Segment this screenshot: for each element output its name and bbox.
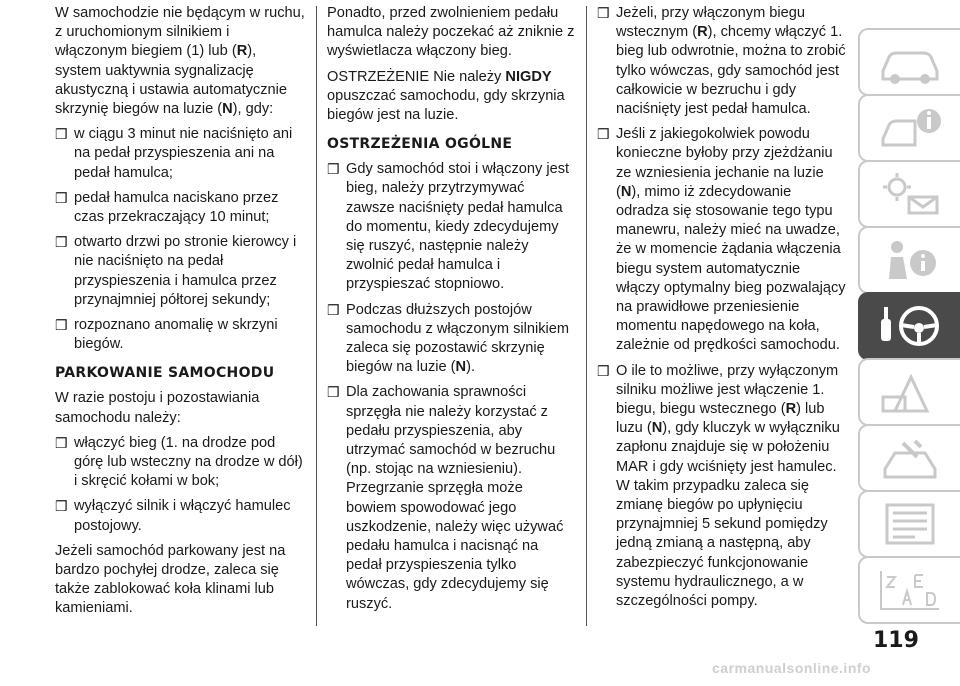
list-item: ❒ rozpoznano anomalię w skrzyni biegów. <box>55 317 278 353</box>
list-item: ❒ włączyć bieg (1. na drodze pod górę lub wsteczny na drodze w dół) i skręcić kołami w bok; <box>55 434 303 490</box>
column-left <box>55 4 305 625</box>
breakdown-warning-icon <box>875 367 945 417</box>
column-divider <box>316 6 317 626</box>
tab-maintenance[interactable] <box>858 424 960 492</box>
airbag-seatbelt-icon <box>875 235 945 285</box>
section-heading: PARKOWANIE SAMOCHODU <box>55 365 275 382</box>
column-middle <box>327 4 577 620</box>
tab-car-info[interactable] <box>858 28 960 96</box>
tab-technical-data[interactable] <box>858 490 960 558</box>
steering-wheel-key-icon <box>875 301 945 351</box>
tab-safety[interactable] <box>858 226 960 294</box>
list-item: ❒ Dla zachowania sprawności sprzęgła nie należy korzystać z pedału przyspieszenia, aby utrzymać samochód w bezruchu (np. stojąc na wzniesieniu). Przegrzanie sprzęgła może bowiem spowodować jego uszkodzenie, należy więc używać pedału hamulca i nacisnąć na pedał przyspieszenia tylko wówczas, gdy zdecydujemy się ruszyć. <box>327 384 564 612</box>
column-right <box>597 4 847 617</box>
tab-emergency[interactable] <box>858 358 960 426</box>
maintenance-icon <box>875 433 945 483</box>
list-item: ❒ Jeżeli, przy włączonym biegu wstecznym (R), chcemy włączyć 1. bieg lub odwrotnie, można to zrobić tylko wówczas, gdy samochód jest całkowicie w bezruchu i gdy naciśnięty jest pedał hamulca. <box>597 5 846 118</box>
warning-lights-icon <box>875 169 945 219</box>
parking-intro: W razie postoju i pozostawiania samochodu należy: <box>55 390 260 426</box>
tab-index[interactable] <box>858 556 960 624</box>
outro-paragraph: Jeżeli samochód parkowany jest na bardzo pochyłej drodze, zaleca się także zablokować koła klinami lub kamieniami. <box>55 542 286 617</box>
column-divider <box>586 6 587 626</box>
paragraph: Ponadto, przed zwolnieniem pedału hamulca należy poczekać aż zniknie z wyświetlacza włączony bieg. <box>327 5 575 60</box>
list-item: ❒ w ciągu 3 minut nie naciśnięto ani na pedał przyspieszenia ani na pedał hamulca; <box>55 126 293 181</box>
watermark: carmanualsonline.info <box>712 660 872 676</box>
list-item: ❒ wyłączyć silnik i włączyć hamulec postojowy. <box>55 498 291 534</box>
tab-starting-driving[interactable] <box>858 292 960 360</box>
list-item: ❒ O ile to możliwe, przy wyłączonym silniku możliwe jest włączenie 1. biegu, biegu wstecznego (R) lub luzu (N), gdy kluczyk w wyłączniku zapłonu znajduje się w położeniu MAR i gdy wciśnięty jest hamulec. W takim przypadku zaleca się zmianę biegów po upłynięciu przynajmniej 5 sekund pomiędzy jedną zmianą a następną, aby zabezpieczyć funkcjonowanie systemu hydraulicznego, a w szczególności pompy. <box>597 362 840 610</box>
list-item: ❒ Gdy samochód stoi i włączony jest bieg, należy przytrzymywać zawsze naciśnięty pedał hamulca do momentu, kiedy zdecydujemy się ruszyć, następnie należy zwolnić pedał hamulca i przyspieszać stopniowo. <box>327 161 570 293</box>
list-item: ❒ Podczas dłuższych postojów samochodu z włączonym silnikiem zaleca się pozostawić skrzynię biegów na luzie (N). <box>327 301 570 376</box>
list-item: ❒ pedał hamulca naciskano przez czas przekraczający 10 minut; <box>55 189 279 226</box>
intro-paragraph: W samochodzie nie będącym w ruchu, z uruchomionym silnikiem i włączonym biegiem (1) lub (R), system uaktywnia sygnalizację akustyczną i ustawia automatycznie skrzynię biegów na luzie (N), gdy: <box>55 5 305 118</box>
technical-data-icon <box>875 499 945 549</box>
section-heading: OSTRZEŻENIA OGÓLNE <box>327 136 513 153</box>
page-number: 119 <box>873 628 919 653</box>
alphabetical-index-icon <box>875 565 945 615</box>
warning-paragraph: OSTRZEŻENIE Nie należy NIGDY opuszczać samochodu, gdy skrzynia biegów jest na luzie. <box>327 68 565 124</box>
tab-car-information[interactable] <box>858 94 960 162</box>
tab-warning-lights[interactable] <box>858 160 960 228</box>
list-item: ❒ otwarto drzwi po stronie kierowcy i nie naciśnięto na pedał przyspieszenia i hamulca przez przynajmniej półtorej sekundy; <box>55 234 297 308</box>
car-info-icon <box>875 37 945 87</box>
car-information-icon <box>875 103 945 153</box>
list-item: ❒ Jeśli z jakiegokolwiek powodu konieczne byłoby przy zjeżdżaniu ze wzniesienia jechanie na luzie (N), mimo iż zdecydowanie odradza się stosowanie tego typu manewru, należy mieć na uwadze, że w momencie żądania włączenia biegu system automatycznie włączy optymalny bieg pozwalający na prawidłowe przeniesienie momentu napędowego na koła, zależnie od prędkości samochodu. <box>597 126 846 354</box>
